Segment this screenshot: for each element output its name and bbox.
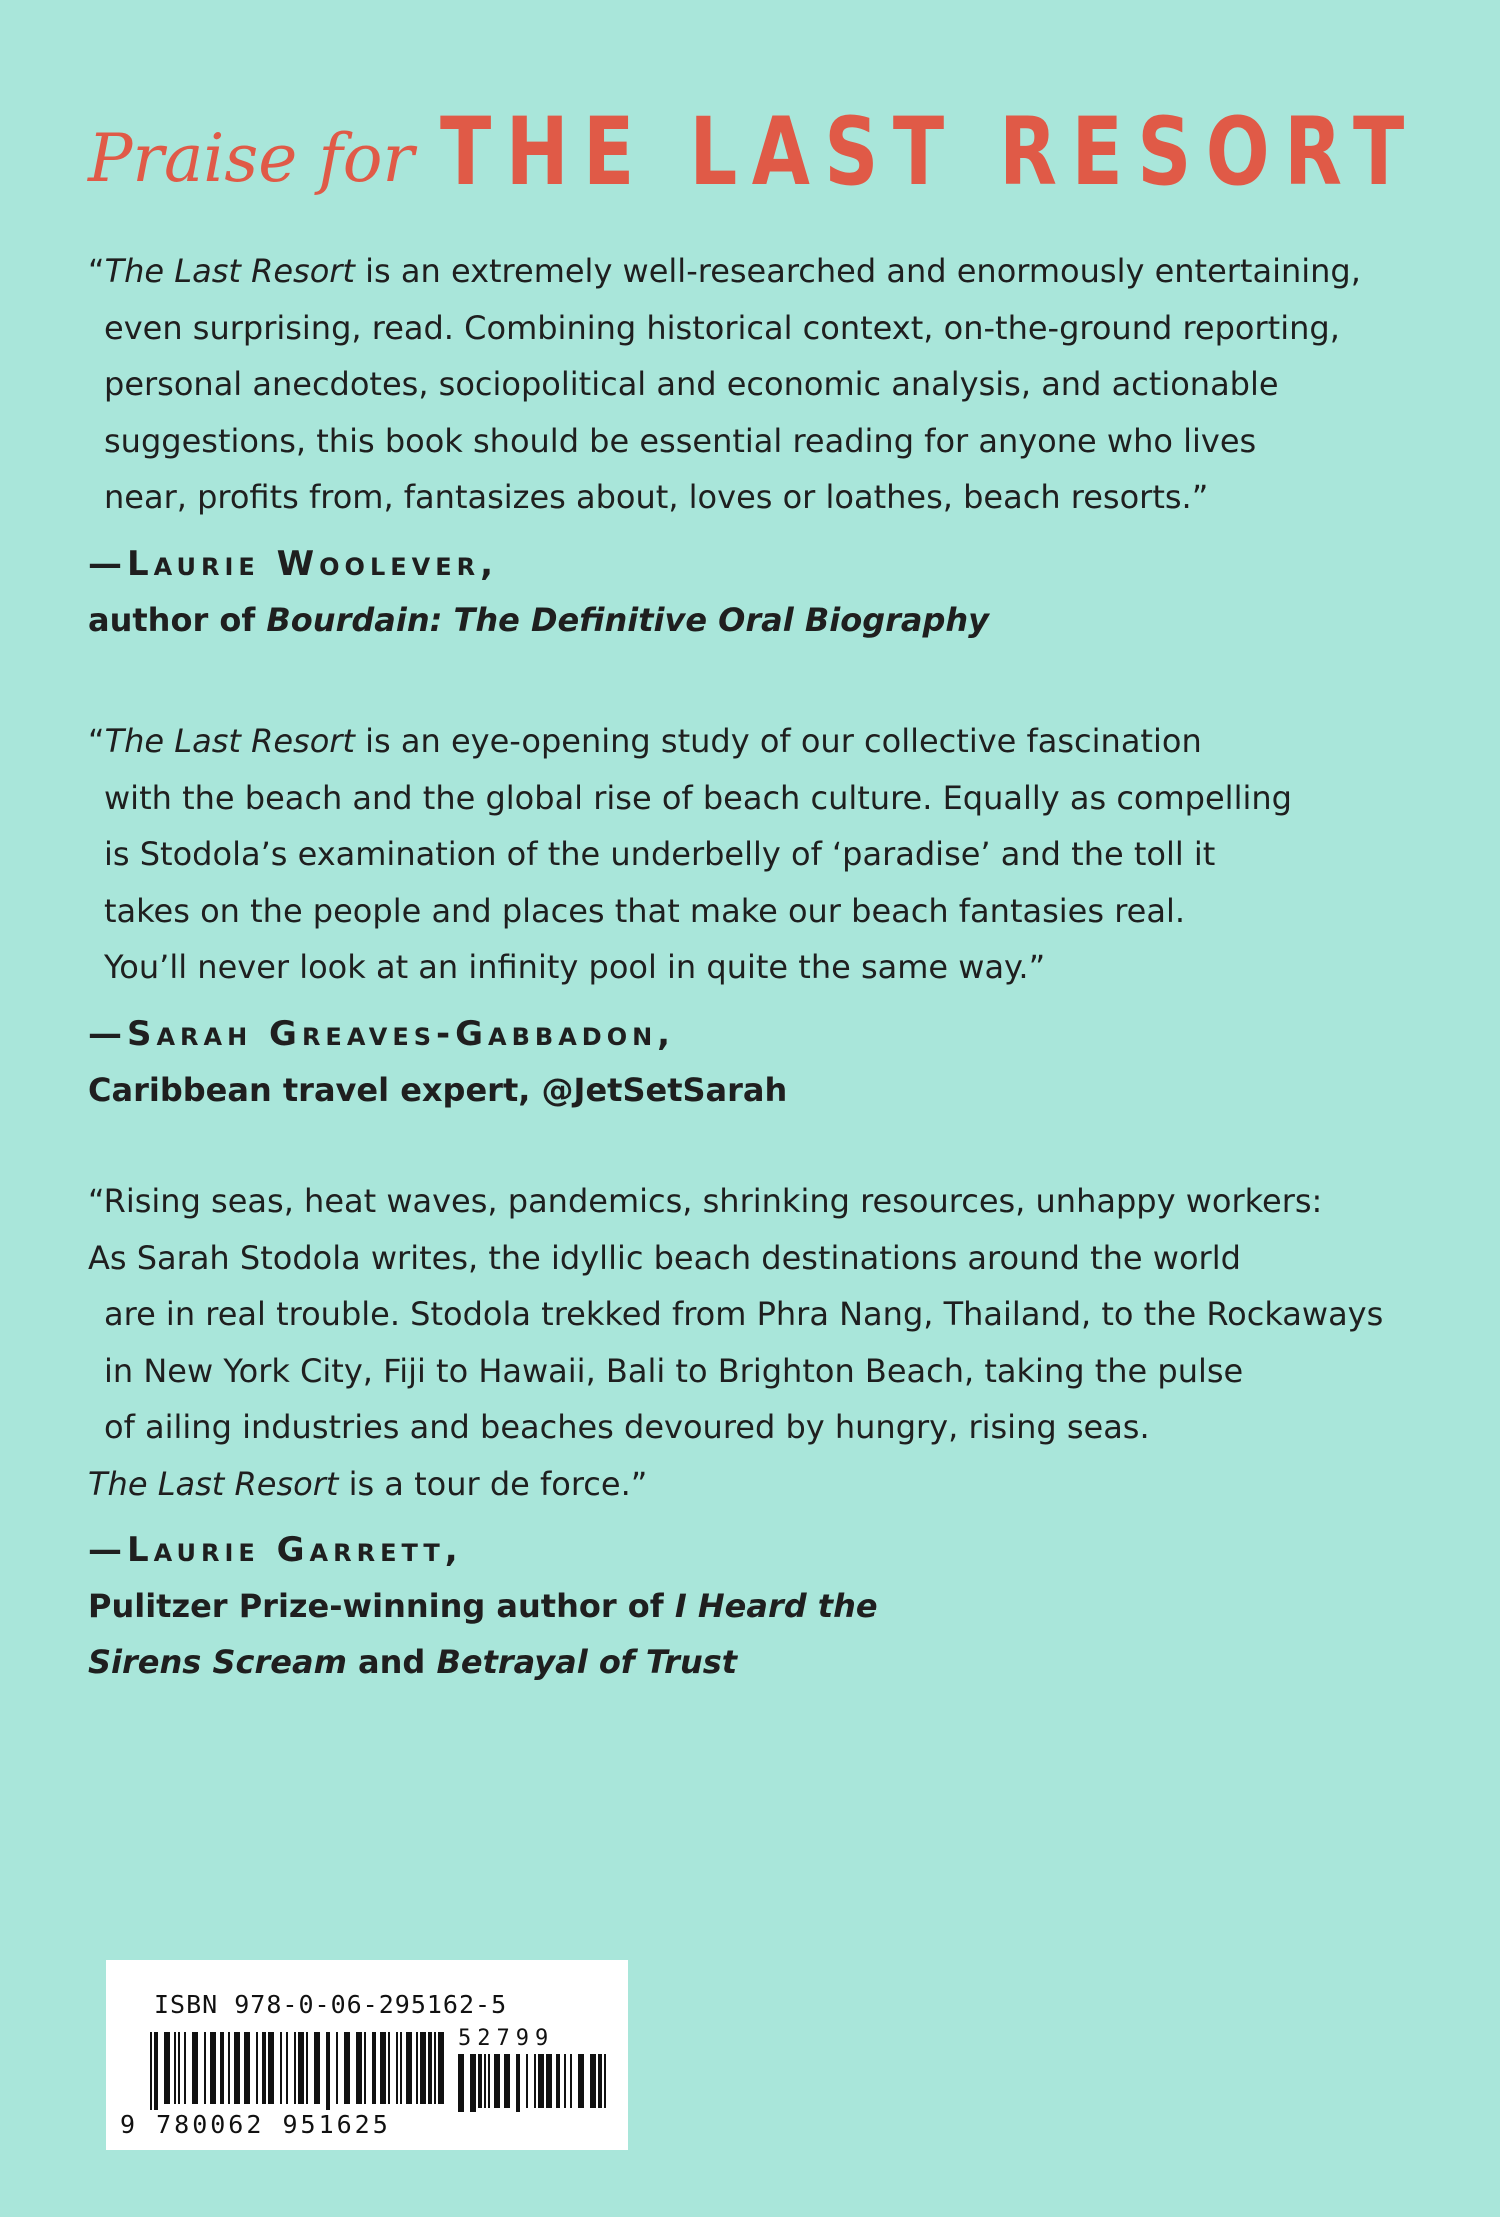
barcode-bar xyxy=(372,2032,376,2104)
barcode-bar xyxy=(470,2054,476,2112)
quote-text: of ailing industries and beaches devoured by hungry, rising seas. xyxy=(104,1408,1150,1446)
barcode-bar xyxy=(434,2032,436,2104)
blurb-greaves-gabbadon xyxy=(88,713,1428,1118)
quote-text: personal anecdotes, sociopolitical and economic analysis, and actionable xyxy=(104,365,1279,403)
barcode-bar xyxy=(416,2032,418,2104)
attribution xyxy=(88,536,1428,648)
italic-title-text: Bourdain: The Definitive Oral Biography xyxy=(266,600,990,639)
role-text: and xyxy=(346,1643,437,1681)
praise-heading xyxy=(88,60,1500,207)
quote-line xyxy=(88,356,1428,413)
barcode-bar xyxy=(150,2032,152,2110)
barcode-bar xyxy=(526,2054,528,2108)
quote-text: near, profits from, fantasizes about, loves or loathes, beach resorts.” xyxy=(104,478,1209,516)
italic-title-text: I Heard the xyxy=(674,1587,878,1625)
quote-line xyxy=(88,413,1428,470)
barcode-bar xyxy=(488,2054,490,2108)
quote-line xyxy=(88,826,1428,883)
barcode-bar xyxy=(578,2054,584,2108)
quote-text: even surprising, read. Combining historical context, on-the-ground reporting, xyxy=(104,308,1340,347)
role-text: author of xyxy=(88,600,267,639)
price-addon-barcode-icon xyxy=(458,2054,608,2112)
barcode-bar xyxy=(504,2054,510,2108)
barcode-bar xyxy=(494,2054,500,2108)
quote-line xyxy=(88,939,1428,996)
barcode-bar xyxy=(306,2032,308,2104)
quote-line xyxy=(88,713,1428,770)
quote-line xyxy=(88,469,1428,526)
quote-line xyxy=(88,1399,1428,1456)
isbn-text: ISBN 978-0-06-295162-5 xyxy=(154,1990,508,2019)
quote-text: “ xyxy=(88,722,105,760)
book-title-heading: THE LAST RESORT xyxy=(440,98,1419,207)
quote-line xyxy=(88,1230,1428,1287)
barcode-bar xyxy=(478,2054,482,2108)
ean-barcode-icon xyxy=(150,2032,446,2112)
quote-line xyxy=(88,1456,1428,1513)
quote-text: “ xyxy=(88,252,105,290)
quote-text: with the beach and the global rise of beach culture. Equally as compelling xyxy=(104,778,1292,817)
barcode-bar xyxy=(228,2032,230,2104)
barcode-bar xyxy=(420,2032,426,2104)
barcode-bar xyxy=(314,2032,320,2104)
barcode-bar xyxy=(298,2032,304,2104)
barcode-bar xyxy=(164,2032,170,2104)
barcode-bar xyxy=(294,2032,296,2104)
italic-title-text: Sirens Scream xyxy=(88,1643,347,1681)
barcode-bar xyxy=(438,2032,444,2104)
barcode-bar xyxy=(356,2032,362,2104)
barcode-bar xyxy=(534,2054,536,2108)
quote-line xyxy=(88,1343,1428,1400)
barcode-bar xyxy=(220,2032,224,2104)
attribution xyxy=(88,1006,1428,1118)
barcode-bar xyxy=(546,2054,552,2108)
quote-text: suggestions, this book should be essential reading for anyone who lives xyxy=(104,421,1257,460)
quote-line xyxy=(88,300,1428,357)
barcode-bar xyxy=(262,2032,266,2104)
attribution-name: —Laurie Garrett, xyxy=(88,1530,463,1570)
barcode-bar xyxy=(344,2032,350,2104)
quote-text: You’ll never look at an infinity pool in quite the same way.” xyxy=(104,948,1046,986)
barcode-bar xyxy=(516,2054,520,2112)
barcode-bar xyxy=(286,2032,288,2104)
barcode-bar xyxy=(406,2032,412,2104)
barcode-bar xyxy=(154,2032,158,2110)
quote-text: in New York City, Fiji to Hawaii, Bali to Brighton Beach, taking the pulse xyxy=(104,1351,1244,1390)
italic-title-text: Betrayal of Trust xyxy=(436,1643,738,1681)
barcode-bar xyxy=(556,2054,560,2108)
quote-text: is an eye-opening study of our collective fascination xyxy=(354,722,1202,760)
italic-title-text: The Last Resort xyxy=(104,722,355,760)
barcode-bar xyxy=(400,2032,402,2104)
barcode-bar xyxy=(396,2032,398,2104)
barcode-bar xyxy=(184,2032,186,2104)
barcode-bar xyxy=(388,2032,390,2104)
blurb-garrett xyxy=(88,1173,1428,1690)
blurb-woolever xyxy=(88,243,1428,648)
quote-text: is an extremely well-researched and enormously entertaining, xyxy=(354,252,1361,290)
praise-for-script: Praise for xyxy=(88,120,415,197)
barcode-bar xyxy=(210,2032,216,2104)
barcode-bar xyxy=(484,2054,486,2108)
barcode-bar xyxy=(280,2032,282,2104)
quote-line xyxy=(88,1286,1428,1343)
barcode-bar xyxy=(336,2032,338,2104)
quote-line xyxy=(88,883,1428,940)
attribution-role xyxy=(88,1578,1428,1634)
barcode-bar xyxy=(326,2032,330,2110)
barcode-bar xyxy=(598,2054,602,2108)
price-code-text: 52799 xyxy=(458,2026,555,2051)
barcode-bar xyxy=(268,2032,274,2104)
barcode-bar xyxy=(174,2032,176,2104)
attribution-role xyxy=(88,1634,1428,1690)
quote-text: is a tour de force.” xyxy=(338,1464,648,1503)
attribution-name: —Laurie Woolever, xyxy=(88,543,498,584)
barcode-bar xyxy=(428,2032,432,2104)
quote-text: are in real trouble. Stodola trekked from Phra Nang, Thailand, to the Rockaways xyxy=(104,1295,1384,1333)
barcode-bar xyxy=(538,2054,544,2108)
attribution xyxy=(88,1522,1428,1690)
italic-title-text: The Last Resort xyxy=(104,252,355,290)
barcode-bar xyxy=(234,2032,240,2104)
barcode-bar xyxy=(364,2032,366,2104)
quote-text: takes on the people and places that make our beach fantasies real. xyxy=(104,891,1185,930)
barcode-bar xyxy=(570,2054,572,2108)
quote-line xyxy=(88,770,1428,827)
italic-title-text: The Last Resort xyxy=(88,1464,339,1503)
role-text: Caribbean travel expert, @JetSetSarah xyxy=(88,1070,788,1109)
quote-text: As Sarah Stodola writes, the idyllic beach destinations around the world xyxy=(88,1238,1241,1277)
barcode-bar xyxy=(256,2032,258,2104)
quote-line xyxy=(88,1173,1428,1230)
barcode-bar xyxy=(458,2054,464,2112)
barcode-bar xyxy=(192,2032,198,2104)
barcode-bar xyxy=(178,2032,180,2104)
barcode-bar xyxy=(604,2054,606,2108)
barcode-digits: 9 780062 951625 xyxy=(120,2110,391,2139)
attribution-role xyxy=(88,592,1428,648)
quote-line xyxy=(88,243,1428,300)
barcode-bar xyxy=(564,2054,566,2108)
attribution-role xyxy=(88,1062,1428,1118)
attribution-name: —Sarah Greaves-Gabbadon, xyxy=(88,1013,676,1054)
quote-text: is Stodola’s examination of the underbelly of ‘paradise’ and the toll it xyxy=(104,835,1216,873)
barcode-bar xyxy=(590,2054,596,2108)
barcode-bar xyxy=(204,2032,206,2104)
quote-text: “Rising seas, heat waves, pandemics, shrinking resources, unhappy workers: xyxy=(88,1182,1323,1220)
role-text: Pulitzer Prize-winning author of xyxy=(88,1587,675,1625)
barcode-bar xyxy=(244,2032,250,2104)
isbn-barcode-label xyxy=(106,1960,628,2150)
barcode-bar xyxy=(380,2032,386,2104)
